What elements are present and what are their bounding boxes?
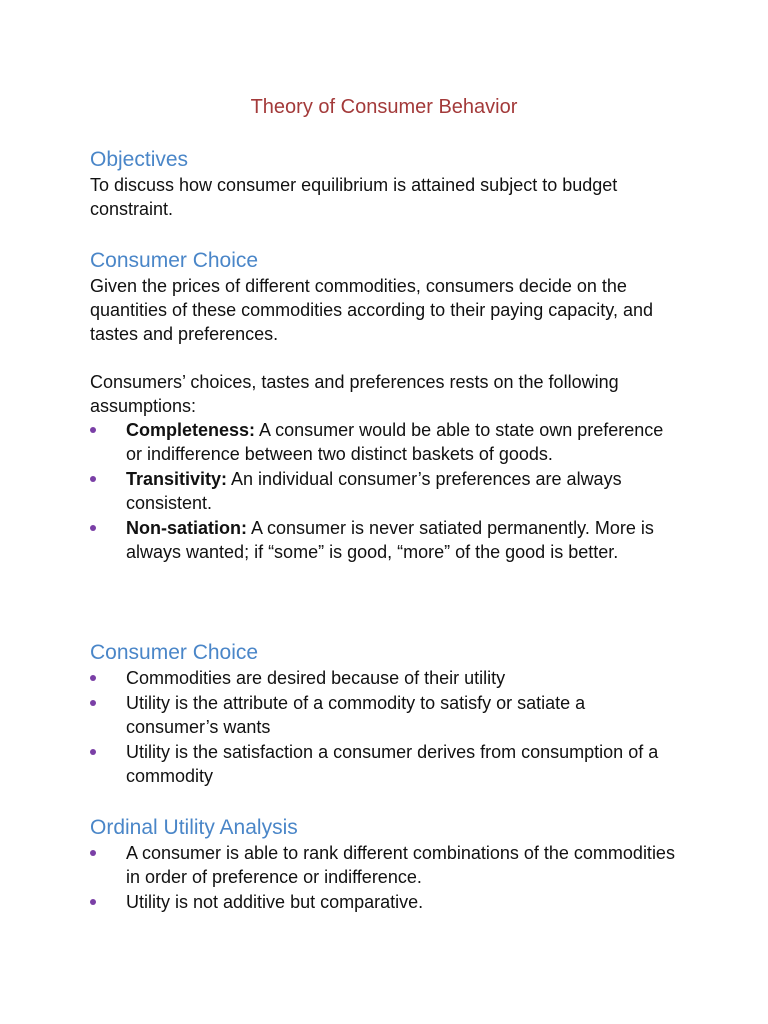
ordinal-utility-section bbox=[90, 815, 680, 915]
bullet-icon bbox=[90, 427, 96, 433]
assumption-text: A consumer is never satiated permanently. More is always wanted; if “some” is good, “more” of the good is better. bbox=[126, 518, 654, 562]
consumer-choice-para-1: Given the prices of different commodities, consumers decide on the quantities of these commodities according to their paying capacity, and tastes and preferences. bbox=[90, 276, 653, 344]
bullet-icon bbox=[90, 700, 96, 706]
utility-list bbox=[90, 666, 680, 788]
consumer-choice-para-2: Consumers’ choices, tastes and preferences rests on the following assumptions: bbox=[90, 372, 619, 416]
document-title: Theory of Consumer Behavior bbox=[250, 96, 518, 118]
ordinal-list bbox=[90, 841, 680, 914]
consumer-choice-heading-1: Consumer Choice bbox=[90, 249, 259, 272]
bullet-icon bbox=[90, 749, 96, 755]
bullet-icon bbox=[90, 476, 96, 482]
bullet-icon bbox=[90, 525, 96, 531]
bullet-icon bbox=[90, 850, 96, 856]
assumptions-list bbox=[90, 418, 680, 564]
ordinal-utility-heading: Ordinal Utility Analysis bbox=[90, 816, 298, 839]
objectives-text: To discuss how consumer equilibrium is attained subject to budget constraint. bbox=[90, 175, 618, 219]
assumption-text: An individual consumer’s preferences are always consistent. bbox=[126, 469, 622, 513]
list-item bbox=[90, 418, 680, 466]
consumer-choice-section-2 bbox=[90, 640, 680, 789]
bullet-icon bbox=[90, 675, 96, 681]
bullet-icon bbox=[90, 899, 96, 905]
list-item-text: Utility is the satisfaction a consumer derives from consumption of a commodity bbox=[126, 742, 659, 786]
list-item bbox=[90, 841, 680, 889]
list-item-text: Utility is the attribute of a commodity to satisfy or satiate a consumer’s wants bbox=[126, 693, 586, 737]
assumption-term: Completeness: bbox=[126, 420, 256, 440]
list-item bbox=[90, 666, 680, 690]
objectives-heading: Objectives bbox=[90, 148, 189, 171]
list-item-text: A consumer is able to rank different combinations of the commodities in order of preference or indifference. bbox=[126, 843, 675, 887]
list-item bbox=[90, 691, 680, 739]
assumption-term: Transitivity: bbox=[126, 469, 228, 489]
list-item-text: Commodities are desired because of their utility bbox=[126, 668, 506, 688]
objectives-section bbox=[90, 147, 680, 221]
list-item bbox=[90, 516, 680, 564]
assumption-text: A consumer would be able to state own preference or indifference between two distinct baskets of goods. bbox=[126, 420, 664, 464]
list-item bbox=[90, 740, 680, 788]
assumption-term: Non-satiation: bbox=[126, 518, 247, 538]
list-item bbox=[90, 890, 680, 914]
consumer-choice-section-1 bbox=[90, 248, 680, 565]
list-item bbox=[90, 467, 680, 515]
consumer-choice-heading-2: Consumer Choice bbox=[90, 641, 259, 664]
list-item-text: Utility is not additive but comparative. bbox=[126, 892, 424, 912]
